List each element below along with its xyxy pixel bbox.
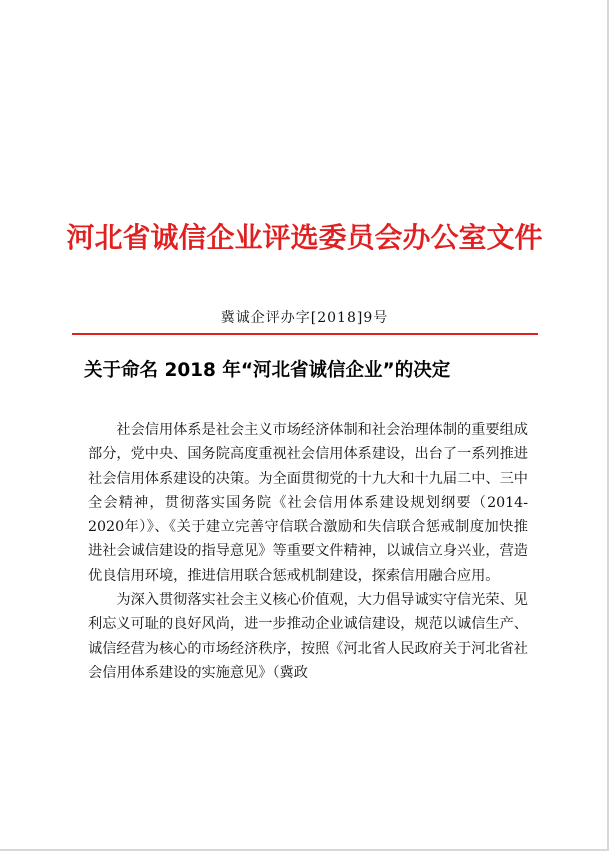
document-number: 冀诚企评办字[2018]9号 — [220, 310, 389, 326]
body-paragraph: 为深入贯彻落实社会主义核心价值观，大力倡导诚实守信光荣、见利忘义可耻的良好风尚，进一步推动企业诚信建设，规范以诚信生产、诚信经营为核心的市场经济秩序，按照《河北省人民政府关于河北省社会信用体系建设的实施意见》（冀政 — [88, 592, 528, 681]
body-paragraph: 社会信用体系是社会主义市场经济体制和社会治理体制的重要组成部分，党中央、国务院高度重视社会信用体系建设，出台了一系列推进社会信用体系建设的决策。为全面贯彻党的十九大和十九届二中、三中全会精神，贯彻落实国务院《社会信用体系建设规划纲要（2014-2020年）》、《关于建立完善守信联合激励和失信联合惩戒制度加快推进社会诚信建设的指导意见》等重要文件精神，以诚信立身兴业，营造优良信用环境，推进信用联合惩戒机制建设，探索信用融合应用。 — [88, 422, 528, 584]
document-header: 河北省诚信企业评选委员会办公室文件 — [66, 221, 543, 254]
document-body — [88, 418, 528, 685]
document-title: 关于命名 2018 年“河北省诚信企业”的决定 — [84, 360, 451, 381]
header-divider — [72, 333, 538, 335]
